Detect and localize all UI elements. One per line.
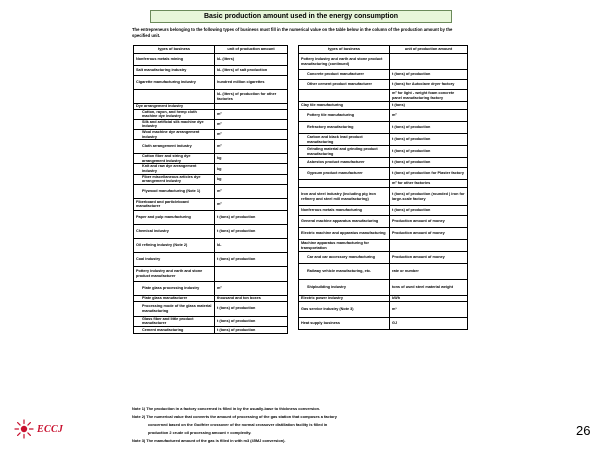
- table-row: [299, 70, 468, 80]
- table-row: [299, 318, 468, 330]
- table-row: [299, 240, 468, 252]
- unit-cell: Production amount of money: [390, 252, 468, 264]
- table-row: [134, 301, 288, 316]
- table-row: [134, 140, 288, 154]
- table-row: [299, 146, 468, 158]
- unit-cell: t (tons) of production: [215, 252, 288, 266]
- unit-cell: [390, 240, 468, 252]
- business-type-cell: Concrete product manufacturer: [299, 70, 390, 80]
- unit-cell: m²: [215, 198, 288, 210]
- left-table: [133, 45, 288, 334]
- business-type-cell: Fiber miscellaneous articles dye arrangement industry: [134, 174, 215, 184]
- table-row: [299, 216, 468, 228]
- business-type-cell: Processing mode of the glass material manufacturing: [134, 301, 215, 316]
- unit-cell: kL: [215, 238, 288, 252]
- footnote-line: Note 3) The manufactured amount of the gas is filled in with m3 (45MJ conversion).: [132, 438, 286, 443]
- unit-cell: kL (liters) of production for other factories: [215, 90, 288, 104]
- business-type-cell: General machine apparatus manufacturing: [299, 216, 390, 228]
- table-row: [134, 129, 288, 139]
- business-type-cell: Gas service industry (Note 3): [299, 302, 390, 318]
- business-type-cell: Shipbuilding industry: [299, 280, 390, 296]
- table-row: [134, 281, 288, 295]
- business-type-cell: Electric machine and apparatus manufacturing: [299, 228, 390, 240]
- table-row: [299, 228, 468, 240]
- business-type-cell: Glass fiber and little product manufacturer: [134, 316, 215, 326]
- business-type-cell: Nonferrous metals mining: [134, 54, 215, 66]
- unit-cell: t (tons) of production: [215, 301, 288, 316]
- table-row: [134, 326, 288, 333]
- table-row: [299, 264, 468, 280]
- logo-text: ECCJ: [37, 423, 64, 435]
- footnote-line: Note 1) The production in a factory concerned is filled in by the usually-base to thickness conversion.: [132, 406, 321, 411]
- table-row: [134, 90, 288, 104]
- business-type-cell: Paper and pulp manufacturing: [134, 210, 215, 224]
- table-row: [134, 154, 288, 164]
- footnote-line: production 2 crude oil processing amount × complexity.: [148, 430, 252, 435]
- sun-logo-icon: [14, 419, 34, 439]
- business-type-cell: Knit and raw dye arrangement industry: [134, 164, 215, 174]
- eccj-logo: [14, 419, 63, 439]
- business-type-cell: Dye arrangement industry: [134, 104, 215, 110]
- unit-cell: t (tons) of production: [390, 134, 468, 146]
- business-type-cell: Asbestos product manufacturer: [299, 158, 390, 168]
- unit-cell: t (tons) of production: [390, 70, 468, 80]
- business-type-cell: Oil refining industry (Note 2): [134, 238, 215, 252]
- business-type-cell: Plate glass manufacturer: [134, 295, 215, 301]
- business-type-cell: Pottery industry and earth and stone product manufacturer: [134, 266, 215, 281]
- business-type-cell: Heat supply business: [299, 318, 390, 330]
- unit-cell: m²: [215, 129, 288, 139]
- unit-cell: m² for other factories: [390, 180, 468, 188]
- unit-cell: kg: [215, 164, 288, 174]
- unit-cell: t (tons): [390, 102, 468, 110]
- business-type-cell: Grinding material and grinding product manufacturing: [299, 146, 390, 158]
- table-row: [134, 210, 288, 224]
- unit-cell: tons of used steel material weight: [390, 280, 468, 296]
- business-type-cell: Electric power industry: [299, 296, 390, 302]
- business-type-cell: Salt manufacturing industry: [134, 66, 215, 76]
- table-row: [134, 238, 288, 252]
- table-row: [299, 180, 468, 188]
- right-table: [298, 45, 468, 330]
- table-row: [299, 134, 468, 146]
- unit-cell: m²: [215, 109, 288, 119]
- unit-cell: t (tons) of production: [215, 316, 288, 326]
- business-type-cell: Silk and artificial silk machine dye industry: [134, 119, 215, 129]
- unit-cell: hundred million cigarettes: [215, 76, 288, 90]
- business-type-cell: Cloth arrangement industry: [134, 140, 215, 154]
- table-row: [299, 54, 468, 70]
- business-type-cell: Iron and steel industry (including pig iron refinery and steel mill manufacturing): [299, 188, 390, 206]
- business-type-cell: Clay tile manufacturing: [299, 102, 390, 110]
- table-row: [299, 80, 468, 90]
- unit-cell: Production amount of money: [390, 216, 468, 228]
- business-type-cell: Machine apparatus manufacturing for transportation: [299, 240, 390, 252]
- unit-cell: GJ: [390, 318, 468, 330]
- unit-cell: m²: [215, 184, 288, 198]
- table-row: [134, 76, 288, 90]
- business-type-cell: [134, 90, 215, 104]
- footnote-line: concerned based on the Godfrier crossover of the normal crossover distillation facility is filled in: [148, 422, 328, 427]
- business-type-cell: Car and car accessory manufacturing: [299, 252, 390, 264]
- unit-cell: m²: [215, 281, 288, 295]
- unit-cell: t (tons) of production: [390, 206, 468, 216]
- unit-cell: m² for light - weight foam concrete panel manufacturing factory: [390, 90, 468, 102]
- table-row: [134, 266, 288, 281]
- unit-cell: m³: [390, 302, 468, 318]
- intro-text: The entrepreneurs belonging to the following types of business must fill in the numerical value on the table below in the column of the production amount by the specified unit.: [132, 27, 453, 38]
- unit-cell: t (tons) of production: [390, 158, 468, 168]
- table-row: [134, 224, 288, 238]
- table-row: [134, 109, 288, 119]
- business-type-cell: Other cement product manufacturer: [299, 80, 390, 90]
- table-row: [299, 188, 468, 206]
- business-type-cell: Pottery industry and earth and stone product manufacturing (continued): [299, 54, 390, 70]
- unit-cell: kL (liters): [215, 54, 288, 66]
- footnotes: [132, 405, 482, 445]
- unit-cell: rate or number: [390, 264, 468, 280]
- table-row: [134, 198, 288, 210]
- unit-cell: t (tons) of production (rounded ) iron for large-scale factory: [390, 188, 468, 206]
- table-row: [134, 119, 288, 129]
- table-row: [134, 174, 288, 184]
- unit-cell: t (tons) of production: [215, 326, 288, 333]
- business-type-cell: Nonferrous metals manufacturing: [299, 206, 390, 216]
- table-row: [134, 66, 288, 76]
- page-title: Basic production amount used in the energy consumption: [150, 10, 452, 23]
- table-row: [299, 302, 468, 318]
- right-header-unit: unit of production amount: [390, 46, 468, 54]
- left-header-unit: unit of production amount: [215, 46, 288, 54]
- business-type-cell: Cement manufacturing: [134, 326, 215, 333]
- unit-cell: t (tons) of production: [215, 210, 288, 224]
- unit-cell: kL (liters) of salt production: [215, 66, 288, 76]
- unit-cell: thousand and ton boxes: [215, 295, 288, 301]
- business-type-cell: Cotton fiber and string dye arrangement industry: [134, 154, 215, 164]
- left-header-type: types of business: [134, 46, 215, 54]
- business-type-cell: Railway vehicle manufacturing, etc.: [299, 264, 390, 280]
- unit-cell: m²: [215, 140, 288, 154]
- page-number: 26: [576, 423, 591, 438]
- unit-cell: t (tons) of production: [390, 122, 468, 134]
- business-type-cell: [299, 180, 390, 188]
- unit-cell: t (tons) of production for Plaster factory: [390, 168, 468, 180]
- business-type-cell: Chemical industry: [134, 224, 215, 238]
- unit-cell: kWh: [390, 296, 468, 302]
- table-row: [299, 102, 468, 110]
- unit-cell: t (tons) of production: [215, 224, 288, 238]
- unit-cell: Production amount of money: [390, 228, 468, 240]
- business-type-cell: Cigarette manufacturing industry: [134, 76, 215, 90]
- table-row: [134, 252, 288, 266]
- table-row: [299, 280, 468, 296]
- table-row: [134, 184, 288, 198]
- unit-cell: m²: [215, 119, 288, 129]
- business-type-cell: Refractory manufacturing: [299, 122, 390, 134]
- table-row: [299, 90, 468, 102]
- business-type-cell: Coal industry: [134, 252, 215, 266]
- unit-cell: t (tons) for Autoclave dryer factory: [390, 80, 468, 90]
- unit-cell: m²: [390, 110, 468, 122]
- table-row: [299, 110, 468, 122]
- table-row: [299, 206, 468, 216]
- table-row: [134, 316, 288, 326]
- table-row: [299, 158, 468, 168]
- table-row: [299, 168, 468, 180]
- table-row: [299, 122, 468, 134]
- unit-cell: kg: [215, 174, 288, 184]
- table-row: [134, 54, 288, 66]
- business-type-cell: Plate glass processing industry: [134, 281, 215, 295]
- business-type-cell: Cotton, rayon, and hemp cloth machine dye industry: [134, 109, 215, 119]
- unit-cell: [215, 266, 288, 281]
- footnote-line: Note 2) The numerical value that converts the amount of processing of the gas station that composes a factory: [132, 414, 337, 419]
- business-type-cell: Wool machine dye arrangement industry: [134, 129, 215, 139]
- business-type-cell: Gypsum product manufacturer: [299, 168, 390, 180]
- unit-cell: t (tons) of production: [390, 146, 468, 158]
- right-header-type: types of business: [299, 46, 390, 54]
- unit-cell: kg: [215, 154, 288, 164]
- business-type-cell: Fiberboard and particleboard manufacturer: [134, 198, 215, 210]
- table-row: [134, 164, 288, 174]
- business-type-cell: [299, 90, 390, 102]
- business-type-cell: Carbon and black lead product manufacturing: [299, 134, 390, 146]
- business-type-cell: Plywood manufacturing (Note 1): [134, 184, 215, 198]
- table-row: [299, 252, 468, 264]
- unit-cell: [390, 54, 468, 70]
- business-type-cell: Pottery tile manufacturing: [299, 110, 390, 122]
